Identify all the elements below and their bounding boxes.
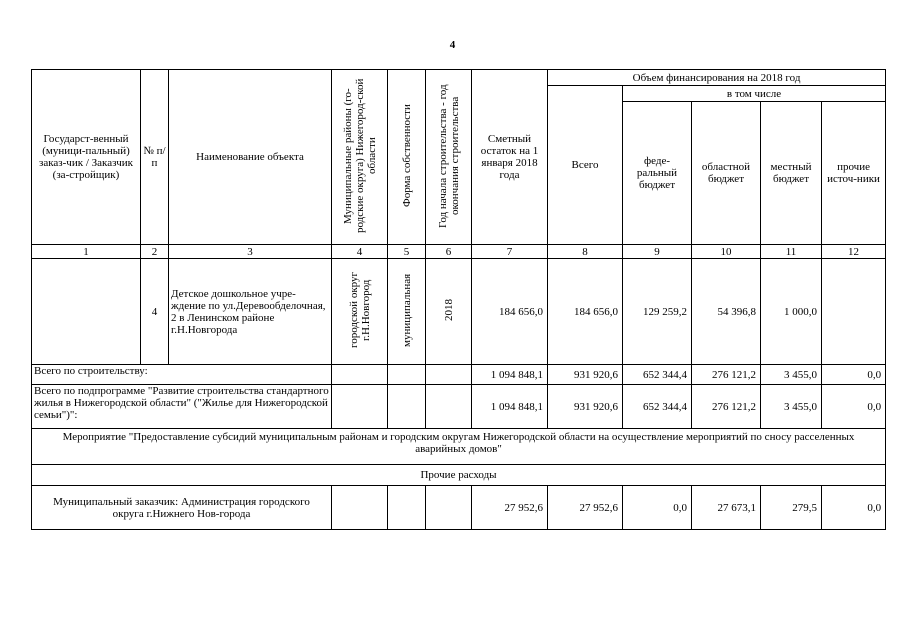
object-federal: 129 259,2	[623, 259, 692, 365]
object-ownership: муниципальная	[400, 273, 413, 347]
subprogram-total-local: 3 455,0	[761, 385, 822, 429]
object-total: 184 656,0	[548, 259, 623, 365]
object-other	[822, 259, 886, 365]
header-including: в том числе	[623, 86, 886, 102]
column-number: 9	[623, 245, 692, 259]
header-years: Год начала строительства - год окончания строительства	[436, 83, 461, 228]
object-district: городской округ г.Н.Новгород	[347, 271, 372, 349]
table-row	[32, 385, 886, 429]
header-ownership: Форма собственности	[400, 104, 413, 207]
header-district-cell	[332, 70, 388, 245]
column-number: 3	[169, 245, 332, 259]
column-number: 10	[692, 245, 761, 259]
other-expenses: Прочие расходы	[32, 465, 886, 486]
table-row	[32, 465, 886, 486]
object-estimate: 184 656,0	[472, 259, 548, 365]
object-ownership-cell	[388, 259, 426, 365]
object-number: 4	[141, 259, 169, 365]
object-name: Детское дошкольное учре-ждение по ул.Деревообделочная, 2 в Ленинском районе г.Н.Новгорода	[169, 259, 332, 365]
subprogram-total-estimate: 1 094 848,1	[472, 385, 548, 429]
header-estimate: Сметный остаток на 1 января 2018 года	[472, 70, 548, 245]
header-regional: областной бюджет	[692, 102, 761, 245]
object-year-cell	[426, 259, 472, 365]
customer-total: 27 952,6	[548, 486, 623, 530]
financing-table	[31, 69, 886, 530]
construction-total-label: Всего по строительству:	[32, 365, 332, 385]
construction-total-estimate: 1 094 848,1	[472, 365, 548, 385]
column-number: 5	[388, 245, 426, 259]
object-customer	[32, 259, 141, 365]
header-customer: Государст-венный (муници-пальный) заказ-чик / Заказчик (за-стройщик)	[32, 70, 141, 245]
object-district-cell	[332, 259, 388, 365]
column-number: 6	[426, 245, 472, 259]
header-ownership-cell	[388, 70, 426, 245]
table-row	[32, 429, 886, 465]
header-total: Всего	[548, 86, 623, 245]
header-district: Муниципальные районы (го-родские округа) Нижегород-ской области	[341, 78, 378, 233]
customer-local: 279,5	[761, 486, 822, 530]
construction-total-total: 931 920,6	[548, 365, 623, 385]
column-number: 11	[761, 245, 822, 259]
table-row	[32, 365, 886, 385]
customer-other: 0,0	[822, 486, 886, 530]
construction-total-other: 0,0	[822, 365, 886, 385]
customer-regional: 27 673,1	[692, 486, 761, 530]
object-regional: 54 396,8	[692, 259, 761, 365]
construction-total-federal: 652 344,4	[623, 365, 692, 385]
header-object-name: Наименование объекта	[169, 70, 332, 245]
header-number: № п/п	[141, 70, 169, 245]
subprogram-total-total: 931 920,6	[548, 385, 623, 429]
customer-label: Муниципальный заказчик: Администрация городского округа г.Нижнего Нов-города	[32, 486, 332, 530]
header-funding-group: Объем финансирования на 2018 год	[548, 70, 886, 86]
header-years-cell	[426, 70, 472, 245]
column-number: 4	[332, 245, 388, 259]
column-number: 2	[141, 245, 169, 259]
customer-federal: 0,0	[623, 486, 692, 530]
subprogram-total-label: Всего по подпрограмме "Развитие строительства стандартного жилья в Нижегородской области" ("Жилье для Нижегородской семьи")":	[32, 385, 332, 429]
construction-total-local: 3 455,0	[761, 365, 822, 385]
column-number: 7	[472, 245, 548, 259]
customer-estimate: 27 952,6	[472, 486, 548, 530]
subprogram-total-federal: 652 344,4	[623, 385, 692, 429]
header-local: местный бюджет	[761, 102, 822, 245]
page-number: 4	[449, 39, 456, 51]
header-other: прочие источ-ники	[822, 102, 886, 245]
header-federal: феде-ральный бюджет	[623, 102, 692, 245]
measure-text: Мероприятие "Предоставление субсидий муниципальным районам и городским округам Нижегородской области на осуществление мероприятий по сносу расселенных аварийных домов"	[32, 429, 886, 465]
column-number: 1	[32, 245, 141, 259]
column-number: 12	[822, 245, 886, 259]
table-row	[32, 259, 886, 365]
column-number: 8	[548, 245, 623, 259]
table-row	[32, 486, 886, 530]
object-year: 2018	[442, 299, 455, 321]
construction-total-regional: 276 121,2	[692, 365, 761, 385]
object-local: 1 000,0	[761, 259, 822, 365]
subprogram-total-regional: 276 121,2	[692, 385, 761, 429]
subprogram-total-other: 0,0	[822, 385, 886, 429]
